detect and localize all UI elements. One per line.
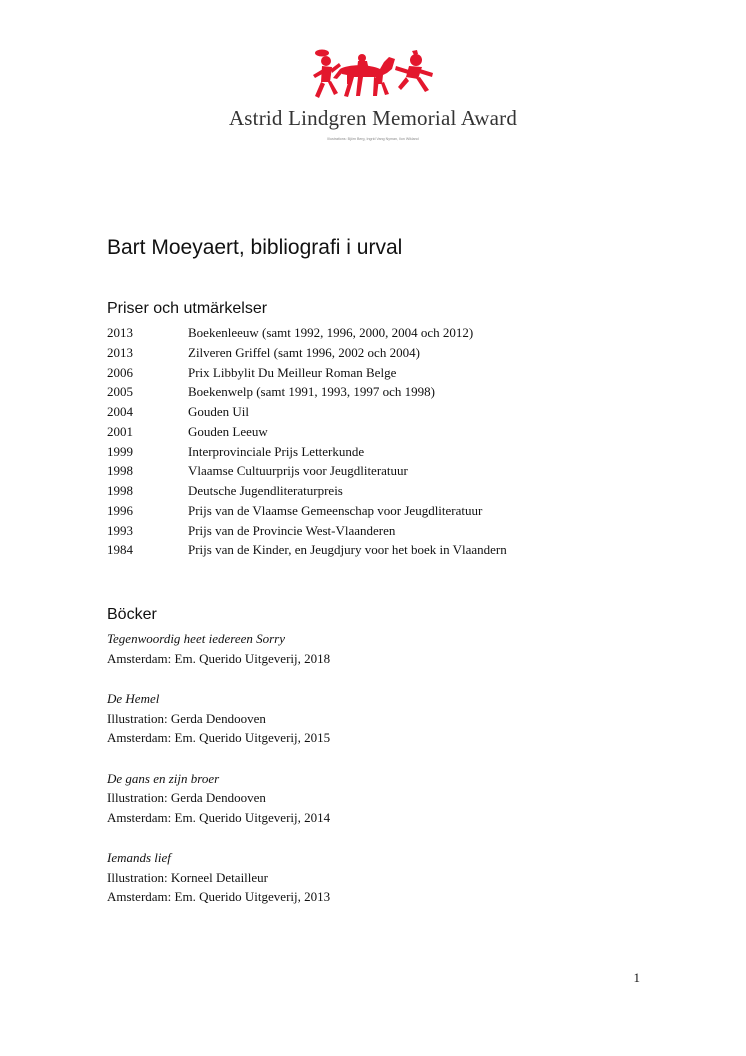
award-name: Prix Libbylit Du Meilleur Roman Belge — [188, 364, 397, 380]
award-row — [107, 382, 507, 402]
award-year: 1998 — [107, 463, 133, 479]
awards-heading: Priser och utmärkelser — [107, 300, 268, 317]
page-number: 1 — [633, 970, 640, 985]
award-row — [107, 422, 507, 442]
book-detail-line: Amsterdam: Em. Querido Uitgeverij, 2013 — [107, 889, 331, 904]
award-year: 1984 — [107, 542, 133, 558]
book-detail-line: Amsterdam: Em. Querido Uitgeverij, 2014 — [107, 809, 331, 825]
award-name: Deutsche Jugendliteraturpreis — [188, 483, 343, 498]
award-row — [107, 442, 507, 462]
book-title: De gans en zijn broer — [107, 770, 220, 786]
book-title: Tegenwoordig heet iedereen Sorry — [107, 631, 285, 646]
award-name: Gouden Leeuw — [188, 423, 268, 439]
award-row — [107, 461, 507, 481]
award-row — [107, 402, 507, 422]
book-detail-line: Amsterdam: Em. Querido Uitgeverij, 2018 — [107, 650, 331, 666]
book-entry — [107, 689, 667, 748]
logo-illustration-credit: Illustrations: Björn Berg, Ingrid Vang Nyman, Ilon Wikland — [327, 137, 419, 141]
award-row — [107, 481, 507, 501]
award-name: Boekenleeuw (samt 1992, 1996, 2000, 2004 och 2012) — [188, 325, 474, 340]
award-name: Gouden Uil — [188, 404, 250, 419]
award-row — [107, 501, 507, 521]
award-row — [107, 521, 507, 541]
logo-title: Astrid Lindgren Memorial Award — [228, 106, 518, 130]
award-row — [107, 540, 507, 560]
award-year: 2004 — [107, 404, 133, 419]
award-year: 2013 — [107, 325, 133, 340]
award-year: 2005 — [107, 384, 133, 400]
award-year: 1996 — [107, 502, 133, 518]
award-name: Vlaamse Cultuurprijs voor Jeugdliteratuur — [188, 463, 408, 479]
award-name: Interprovinciale Prijs Letterkunde — [188, 443, 365, 459]
award-year: 1999 — [107, 443, 133, 459]
award-row — [107, 343, 507, 363]
award-year: 2013 — [107, 344, 133, 360]
book-detail-line: Illustration: Gerda Dendooven — [107, 710, 266, 726]
logo-illustration-icon — [310, 48, 436, 106]
book-entry — [107, 848, 667, 907]
award-year: 2001 — [107, 423, 133, 439]
award-row — [107, 363, 507, 383]
books-list — [107, 629, 667, 928]
book-title: De Hemel — [107, 691, 160, 706]
award-row — [107, 323, 507, 343]
book-detail-line: Illustration: Korneel Detailleur — [107, 869, 269, 885]
award-year: 1993 — [107, 522, 133, 538]
book-detail-line: Amsterdam: Em. Querido Uitgeverij, 2015 — [107, 730, 331, 745]
award-name: Prijs van de Kinder, en Jeugdjury voor het boek in Vlaandern — [188, 542, 507, 558]
award-year: 1998 — [107, 483, 133, 498]
document-title: Bart Moeyaert, bibliografi i urval — [107, 236, 403, 259]
award-year: 2006 — [107, 364, 133, 380]
award-name: Boekenwelp (samt 1991, 1993, 1997 och 1998) — [188, 384, 435, 400]
award-name: Prijs van de Vlaamse Gemeenschap voor Jeugdliteratuur — [188, 502, 483, 518]
books-heading: Böcker — [107, 606, 157, 623]
book-entry — [107, 769, 667, 828]
book-title: Iemands lief — [107, 850, 171, 865]
award-name: Zilveren Griffel (samt 1996, 2002 och 2004) — [188, 344, 420, 360]
award-name: Prijs van de Provincie West-Vlaanderen — [188, 522, 396, 538]
book-entry — [107, 629, 667, 668]
book-detail-line: Illustration: Gerda Dendooven — [107, 790, 266, 805]
award-logo — [200, 48, 546, 152]
awards-list — [107, 323, 507, 560]
